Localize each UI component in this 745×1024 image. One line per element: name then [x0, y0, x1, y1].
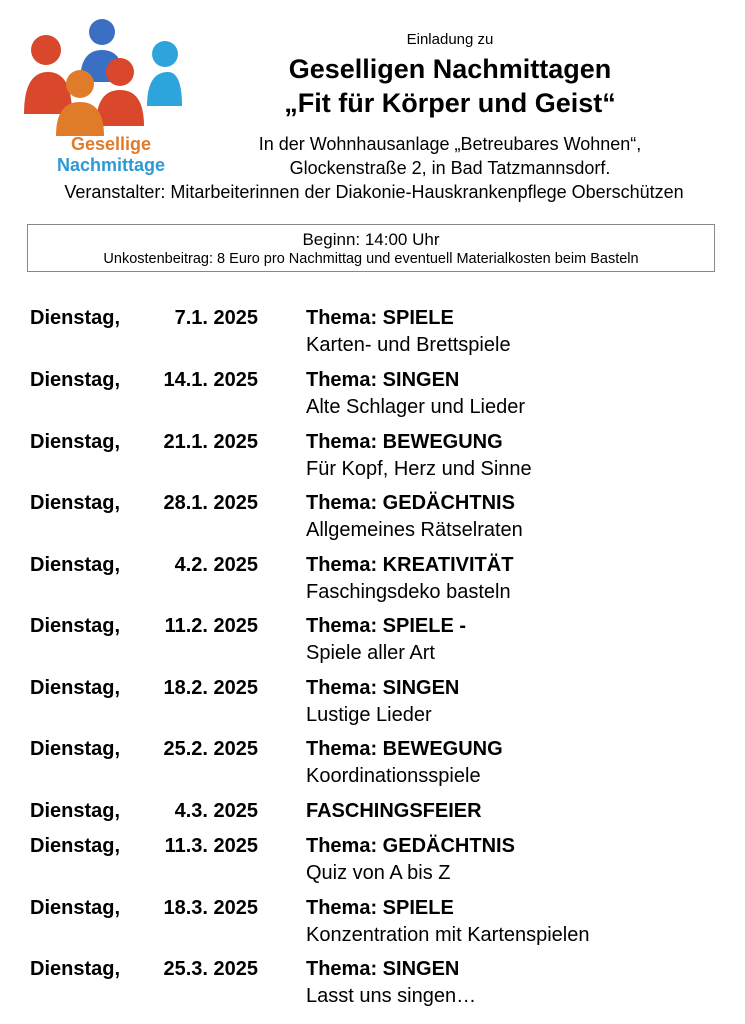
intro-text: Einladung zu [406, 31, 494, 48]
event-topic: Thema: SINGEN [306, 958, 460, 980]
event-description: Faschingsdeko basteln [306, 581, 511, 603]
event-description: Konzentration mit Kartenspielen [306, 924, 590, 946]
event-topic: Thema: BEWEGUNG [306, 738, 503, 760]
event-date: 25.2. 2025 [163, 738, 258, 760]
event-day: Dienstag, [30, 677, 121, 699]
logo-text-line2: Nachmittage [56, 155, 166, 175]
event-date: 11.2. 2025 [164, 615, 258, 637]
event-date: 14.1. 2025 [163, 369, 258, 391]
event-date: 11.3. 2025 [164, 835, 258, 857]
event-date: 18.3. 2025 [163, 897, 258, 919]
event-day: Dienstag, [30, 369, 121, 391]
event-topic: Thema: SPIELE [306, 307, 454, 329]
event-topic: FASCHINGSFEIER [306, 800, 482, 822]
location-line-2: Glockenstraße 2, in Bad Tatzmannsdorf. [289, 158, 611, 178]
event-description: Allgemeines Rätselraten [306, 519, 523, 541]
event-day: Dienstag, [30, 800, 121, 822]
event-topic: Thema: SINGEN [306, 369, 460, 391]
event-description: Für Kopf, Herz und Sinne [306, 458, 532, 480]
event-topic: Thema: GEDÄCHTNIS [306, 492, 515, 514]
event-topic: Thema: SPIELE - [306, 615, 467, 637]
event-description: Lustige Lieder [306, 704, 432, 726]
title-line-1: Geselligen Nachmittagen [288, 54, 612, 84]
cost-info: Unkostenbeitrag: 8 Euro pro Nachmittag und eventuell Materialkosten beim Basteln [103, 251, 639, 267]
event-day: Dienstag, [30, 307, 121, 329]
event-description: Quiz von A bis Z [306, 862, 451, 884]
logo [22, 14, 187, 176]
event-date: 4.2. 2025 [174, 554, 258, 576]
event-description: Lasst uns singen… [306, 985, 477, 1007]
event-date: 21.1. 2025 [163, 431, 258, 453]
title-line-2: „Fit für Körper und Geist“ [284, 88, 616, 118]
event-day: Dienstag, [30, 615, 121, 637]
event-description: Koordinationsspiele [306, 765, 481, 787]
event-day: Dienstag, [30, 554, 121, 576]
event-topic: Thema: BEWEGUNG [306, 431, 503, 453]
event-day: Dienstag, [30, 897, 121, 919]
event-topic: Thema: KREATIVITÄT [306, 554, 514, 576]
event-day: Dienstag, [30, 738, 121, 760]
event-topic: Thema: SPIELE [306, 897, 454, 919]
event-day: Dienstag, [30, 958, 121, 980]
info-box [27, 224, 715, 272]
event-date: 25.3. 2025 [163, 958, 258, 980]
logo-text-line1: Gesellige [70, 134, 152, 154]
event-topic: Thema: GEDÄCHTNIS [306, 835, 515, 857]
event-description: Spiele aller Art [306, 642, 435, 664]
begin-time: Beginn: 14:00 Uhr [302, 230, 440, 249]
event-date: 28.1. 2025 [163, 492, 258, 514]
event-day: Dienstag, [30, 835, 121, 857]
event-day: Dienstag, [30, 431, 121, 453]
event-date: 18.2. 2025 [163, 677, 258, 699]
event-date: 7.1. 2025 [174, 307, 258, 329]
organizer-text: Veranstalter: Mitarbeiterinnen der Diakonie-Hauskrankenpflege Oberschützen [64, 182, 684, 202]
event-topic: Thema: SINGEN [306, 677, 460, 699]
event-day: Dienstag, [30, 492, 121, 514]
people-group-icon [22, 14, 187, 139]
event-date: 4.3. 2025 [174, 800, 258, 822]
location-line-1: In der Wohnhausanlage „Betreubares Wohnen“, [258, 134, 642, 154]
event-description: Karten- und Brettspiele [306, 334, 511, 356]
event-description: Alte Schlager und Lieder [306, 396, 526, 418]
